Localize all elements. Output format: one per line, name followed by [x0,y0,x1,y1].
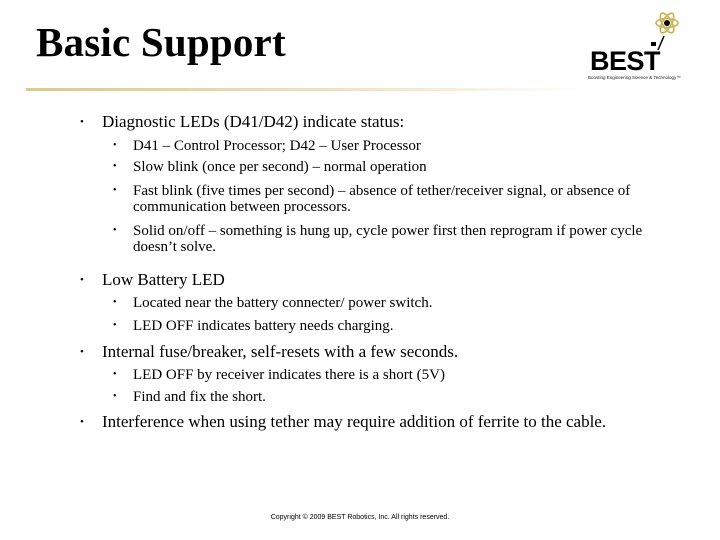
sub-bullet-text: D41 – Control Processor; D42 – User Processor [133,138,421,154]
logo-wordmark: BEST [590,46,661,76]
sub-bullet-marker: • [113,185,117,196]
bullet-text: Internal fuse/breaker, self-resets with a few seconds. [102,342,459,361]
bullet-item-4 [80,412,670,432]
bullet-item-3 [80,342,690,362]
copyright-footer: Copyright © 2009 BEST Robotics, Inc. All rights reserved. [270,514,450,521]
sub-bullet-item [113,183,683,215]
sub-bullet-text: Find and fix the short. [133,389,266,405]
bullet-item-2 [80,270,690,290]
sub-bullet-item [113,295,693,311]
title-underline [26,88,586,91]
sub-bullet-marker: • [113,391,117,402]
sub-bullet-text: Slow blink (once per second) – normal operation [133,159,427,175]
sub-bullet-item [113,138,693,154]
sub-bullet-item [113,159,693,175]
sub-bullet-marker: • [113,320,117,331]
sub-bullet-item [113,318,693,334]
bullet-item-1 [80,112,690,132]
sub-bullet-text: LED OFF indicates battery needs charging. [133,318,394,334]
bullet-text: Low Battery LED [102,270,225,289]
best-logo [586,6,716,86]
sub-bullet-text: Solid on/off – something is hung up, cycle power first then reprogram if power cycle doesn’t solve. [133,223,643,255]
bullet-marker: • [80,416,84,428]
bullet-text: Interference when using tether may require addition of ferrite to the cable. [102,412,607,431]
bullet-marker: • [80,116,84,128]
bullet-marker: • [80,346,84,358]
sub-bullet-text: Located near the battery connecter/ power switch. [133,295,433,311]
sub-bullet-text: Fast blink (five times per second) – absence of tether/receiver signal, or absence of communication between processors. [133,183,631,215]
sub-bullet-text: LED OFF by receiver indicates there is a short (5V) [133,367,445,383]
bullet-marker: • [80,274,84,286]
sub-bullet-marker: • [113,140,117,151]
bullet-text: Diagnostic LEDs (D41/D42) indicate status: [102,112,405,131]
sub-bullet-marker: • [113,161,117,172]
sub-bullet-marker: • [113,297,117,308]
sub-bullet-item [113,367,693,383]
sub-bullet-item [113,389,693,405]
logo-tagline: Boosting Engineering Science & Technology™ [588,75,681,80]
slide-title: Basic Support [36,19,286,65]
sub-bullet-item [113,223,683,255]
sub-bullet-marker: • [113,369,117,380]
sub-bullet-marker: • [113,225,117,236]
